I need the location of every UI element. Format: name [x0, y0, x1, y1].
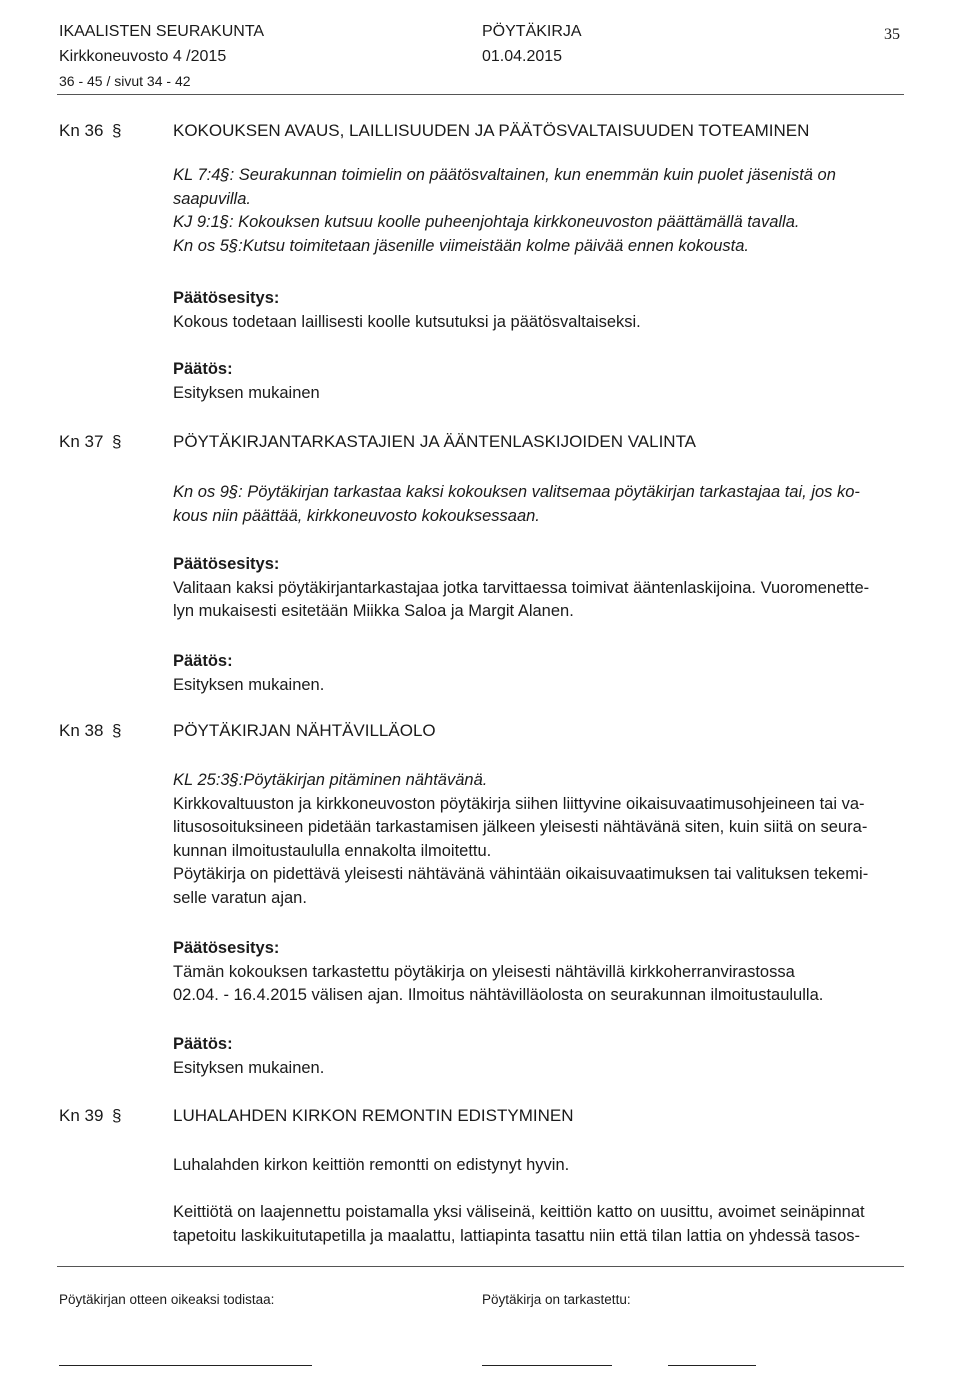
footer-divider	[57, 1266, 904, 1267]
decision-label: Päätös:	[173, 1035, 233, 1053]
section-title-38: PÖYTÄKIRJAN NÄHTÄVILLÄOLO	[173, 721, 436, 740]
org-name: IKAALISTEN SEURAKUNTA	[59, 23, 265, 40]
section-title-39: LUHALAHDEN KIRKON REMONTIN EDISTYMINEN	[173, 1106, 574, 1125]
legal-basis-37: Kn os 9§: Pöytäkirjan tarkastaa kaksi kokouksen valitsemaa pöytäkirjan tarkastajaa tai, jos ko- kous niin päättää, kirkkoneuvosto kokouksessaan.	[173, 483, 860, 525]
section-mark-icon: §	[112, 721, 122, 740]
section-ranges: 36 - 45 / sivut 34 - 42	[59, 73, 191, 89]
decision-text: Esityksen mukainen.	[173, 1058, 325, 1077]
decision-text: Esityksen mukainen.	[173, 675, 325, 694]
proposal-label: Päätösesitys:	[173, 555, 280, 573]
decision-text: Esityksen mukainen	[173, 383, 320, 402]
decision-label: Päätös:	[173, 360, 233, 378]
section-number-39: Kn 39	[59, 1106, 104, 1125]
certify-label: Pöytäkirjan otteen oikeaksi todistaa:	[59, 1292, 275, 1307]
decision-label: Päätös:	[173, 652, 233, 670]
proposal-label: Päätösesitys:	[173, 939, 280, 957]
section-mark-icon: §	[112, 121, 122, 140]
section-title-37: PÖYTÄKIRJANTARKASTAJIEN JA ÄÄNTENLASKIJOIDEN VALINTA	[173, 432, 697, 451]
section-number-37: Kn 37	[59, 432, 104, 451]
doc-type: PÖYTÄKIRJA	[482, 23, 582, 40]
paragraph-39-2: Keittiötä on laajennettu poistamalla yksi väliseinä, keittiön katto on uusittu, avoimet seinäpinnat tapetoitu laskikuitutapetilla ja maalattu, lattiapinta tasattu niin että tilan lattia on yhdessä tasos-	[173, 1203, 865, 1245]
checked-label: Pöytäkirja on tarkastettu:	[482, 1292, 631, 1307]
proposal-text: Kokous todetaan laillisesti koolle kutsutuksi ja päätösvaltaiseksi.	[173, 312, 641, 331]
paragraph-39-1: Luhalahden kirkon keittiön remontti on edistynyt hyvin.	[173, 1156, 570, 1174]
section-mark-icon: §	[112, 432, 122, 451]
meeting-name: Kirkkoneuvosto 4 /2015	[59, 48, 227, 65]
proposal-label: Päätösesitys:	[173, 289, 280, 307]
decision-38	[173, 1033, 898, 1080]
header-divider	[57, 94, 904, 95]
signature-line-checker-2	[668, 1365, 756, 1366]
signature-line-checker-1	[482, 1365, 612, 1366]
signature-line-certifier	[59, 1365, 312, 1366]
legal-basis-36: KL 7:4§: Seurakunnan toimielin on päätösvaltainen, kun enemmän kuin puolet jäsenistä on saapuvilla. KJ 9:1§: Kokouksen kutsuu koolle puheenjohtaja kirkkoneuvoston päättämällä tavalla. Kn os 5§:Kutsu toimitetaan jäsenille viimeistään kolme päivää ennen kokousta.	[173, 166, 836, 255]
decision-37	[173, 650, 898, 697]
proposal-37: Päätösesitys: Valitaan kaksi pöytäkirjantarkastajaa jotka tarvittaessa toimivat ääntenlaskijoina. Vuoromenette- lyn mukaisesti esitetään Miikka Saloa ja Margit Alanen.	[173, 553, 898, 624]
decision-36	[173, 358, 898, 405]
section-title-36: KOKOUKSEN AVAUS, LAILLISUUDEN JA PÄÄTÖSVALTAISUUDEN TOTEAMINEN	[173, 121, 810, 140]
section-number-36: Kn 36	[59, 121, 104, 140]
meeting-date: 01.04.2015	[482, 48, 563, 65]
section-number-38: Kn 38	[59, 721, 104, 740]
proposal-36	[173, 287, 898, 334]
page-number: 35	[884, 26, 900, 43]
legal-basis-38: KL 25:3§:Pöytäkirjan pitäminen nähtävänä. Kirkkovaltuuston ja kirkkoneuvoston pöytäkirja siihen liittyvine oikaisuvaatimusohjeineen tai va- litusosoituksineen pidetään tarkastamisen jälkeen yleisesti nähtävänä siten, kuin siitä on seura- kunnan ilmoitustaululla ennakolta ilmoitettu. Pöytäkirja on pidettävä yleisesti nähtävänä vähintään oikaisuvaatimuksen tai valituksen tekemi- selle varatun ajan.	[173, 771, 869, 907]
section-mark-icon: §	[112, 1106, 122, 1125]
proposal-38: Päätösesitys: Tämän kokouksen tarkastettu pöytäkirja on yleisesti nähtävillä kirkkoherranvirastossa 02.04. - 16.4.2015 välisen ajan. Ilmoitus nähtävilläolosta on seurakunnan ilmoitustaululla.	[173, 937, 898, 1008]
